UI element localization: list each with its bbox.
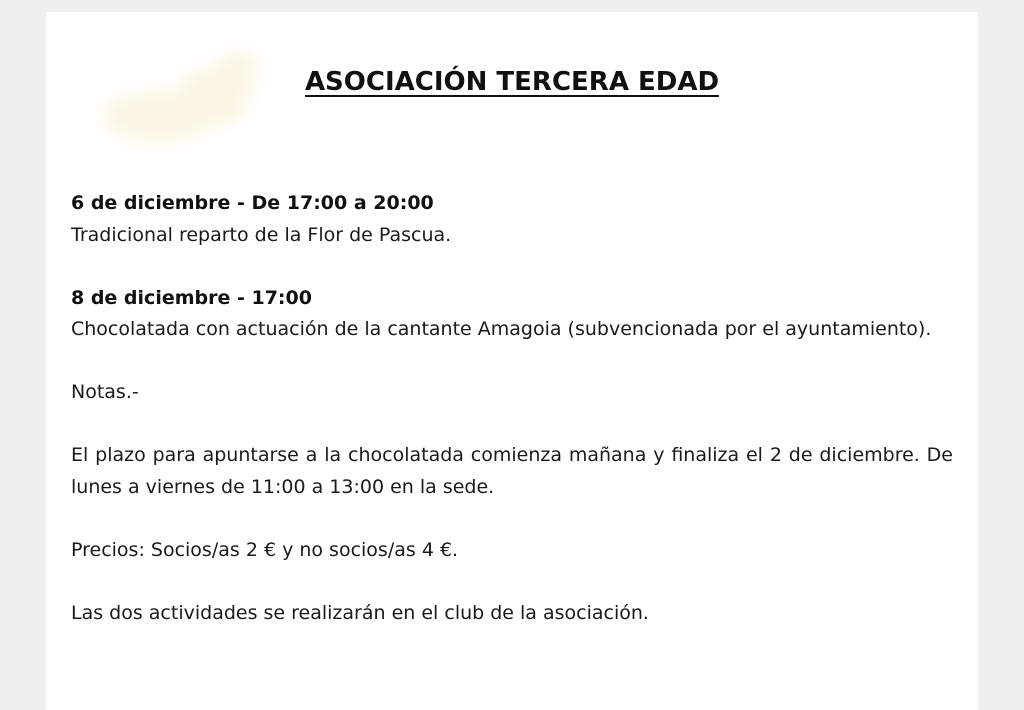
note-paragraph: Precios: Socios/as 2 € y no socios/as 4 €.: [71, 538, 459, 561]
document-body: [71, 188, 953, 661]
document-page: [46, 12, 978, 710]
event-heading: 8 de diciembre - 17:00: [71, 286, 312, 309]
event-heading: 6 de diciembre - De 17:00 a 20:00: [71, 192, 434, 214]
note-paragraph: El plazo para apuntarse a la chocolatada comienza mañana y finaliza el 2 de diciembre. De lunes a viernes de 11:00 a 13:00 en la sede.: [71, 444, 953, 498]
note-paragraph: Las dos actividades se realizarán en el club de la asociación.: [71, 601, 649, 624]
event-block: [71, 188, 953, 251]
event-block: [71, 283, 953, 346]
notes-label: Notas.-: [71, 381, 139, 403]
event-description: Chocolatada con actuación de la cantante Amagoia (subvencionada por el ayuntamiento).: [71, 318, 932, 340]
event-description: Tradicional reparto de la Flor de Pascua.: [71, 223, 452, 246]
page-title: [46, 62, 978, 102]
title-text: ASOCIACIÓN TERCERA EDAD: [304, 67, 720, 97]
